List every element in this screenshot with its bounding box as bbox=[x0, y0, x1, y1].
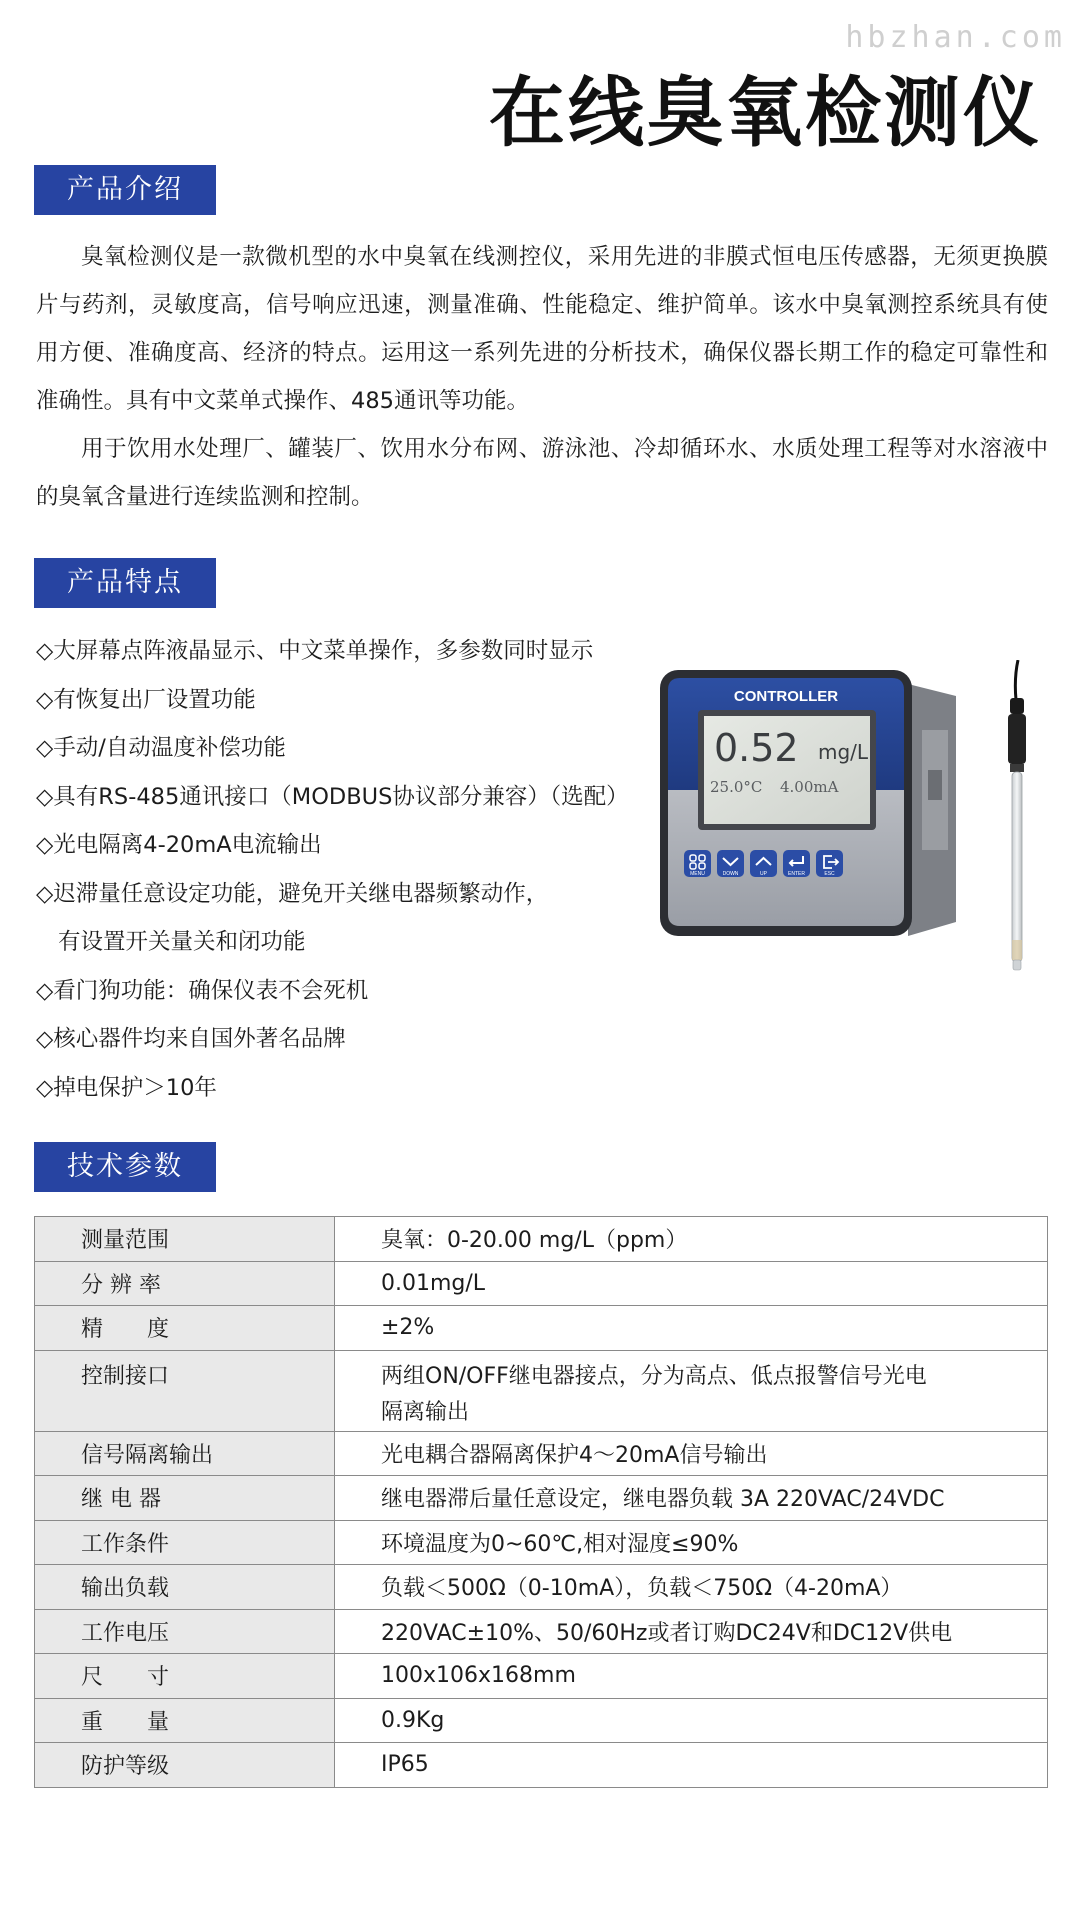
section-title-params: 技术参数 bbox=[34, 1142, 216, 1192]
feature-item: ◇掉电保护＞10年 bbox=[36, 1074, 217, 1101]
spec-value-line: 两组ON/OFF继电器接点，分为高点、低点报警信号光电 bbox=[381, 1363, 927, 1389]
controller-header-label: CONTROLLER bbox=[733, 688, 839, 705]
spec-value: 100x106x168mm bbox=[335, 1654, 1048, 1699]
table-row bbox=[35, 1476, 1048, 1521]
table-row bbox=[35, 1565, 1048, 1610]
table-row bbox=[35, 1350, 1048, 1431]
lcd-reading: 0.52 bbox=[714, 726, 799, 770]
spec-table bbox=[34, 1216, 1048, 1788]
feature-item: ◇迟滞量任意设定功能，避免开关继电器频繁动作， bbox=[36, 880, 549, 907]
table-row bbox=[35, 1431, 1048, 1476]
feature-item: ◇看门狗功能：确保仪表不会死机 bbox=[36, 977, 369, 1004]
feature-item: ◇核心器件均来自国外著名品牌 bbox=[36, 1026, 346, 1052]
feature-item: ◇光电隔离4-20mA电流输出 bbox=[36, 832, 322, 858]
intro-paragraph: 用于饮用水处理厂、罐装厂、饮用水分布网、游泳池、冷却循环水、水质处理工程等对水溶液中的臭氧含量进行连续监测和控制。 bbox=[36, 436, 1048, 510]
spec-label: 分 辨 率 bbox=[35, 1261, 335, 1306]
table-row bbox=[35, 1306, 1048, 1351]
feature-item: ◇有恢复出厂设置功能 bbox=[36, 686, 256, 713]
feature-item: ◇大屏幕点阵液晶显示、中文菜单操作，多参数同时显示 bbox=[36, 638, 594, 664]
spec-value: ±2% bbox=[335, 1306, 1048, 1351]
spec-value: 220VAC±10%、50/60Hz或者订购DC24V和DC12V供电 bbox=[335, 1609, 1048, 1654]
spec-label: 继 电 器 bbox=[35, 1476, 335, 1521]
esc-button[interactable] bbox=[816, 850, 843, 877]
enter-button[interactable] bbox=[783, 850, 810, 877]
spec-label: 防护等级 bbox=[35, 1743, 335, 1788]
enter-button-label: ENTER bbox=[788, 871, 805, 877]
spec-value: 继电器滞后量任意设定，继电器负载 3A 220VAC/24VDC bbox=[335, 1476, 1048, 1521]
intro-paragraph: 臭氧检测仪是一款微机型的水中臭氧在线测控仪，采用先进的非膜式恒电压传感器，无须更换膜片与药剂，灵敏度高，信号响应迅速，测量准确、性能稳定、维护简单。该水中臭氧测控系统具有使用方便、准确度高、经济的特点。运用这一系列先进的分析技术，确保仪器长期工作的稳定可靠性和准确性。具有中文菜单式操作、485通讯等功能。 bbox=[36, 244, 1048, 414]
spec-label: 输出负载 bbox=[35, 1565, 335, 1610]
lcd-unit: mg/L bbox=[818, 740, 869, 764]
table-row bbox=[35, 1654, 1048, 1699]
page-title: 在线臭氧检测仪 bbox=[489, 68, 1042, 157]
table-row bbox=[35, 1217, 1048, 1262]
spec-value: IP65 bbox=[335, 1743, 1048, 1788]
controller-side-housing bbox=[908, 684, 956, 936]
down-button-label: DOWN bbox=[722, 871, 739, 877]
up-button-label: UP bbox=[760, 871, 767, 877]
spec-value: 负载＜500Ω（0-10mA），负载＜750Ω（4-20mA） bbox=[335, 1565, 1048, 1610]
spec-value: 臭氧：0-20.00 mg/L（ppm） bbox=[335, 1217, 1048, 1262]
section-title-features: 产品特点 bbox=[34, 558, 216, 608]
spec-value: 0.01mg/L bbox=[335, 1261, 1048, 1306]
down-button[interactable] bbox=[717, 850, 744, 877]
table-row bbox=[35, 1609, 1048, 1654]
esc-button-label: ESC bbox=[824, 871, 835, 877]
spec-value: 0.9Kg bbox=[335, 1698, 1048, 1743]
table-row bbox=[35, 1698, 1048, 1743]
spec-value-line: 隔离输出 bbox=[381, 1399, 470, 1425]
spec-value: 环境温度为0~60℃,相对湿度≤90% bbox=[335, 1520, 1048, 1565]
table-row bbox=[35, 1520, 1048, 1565]
up-button[interactable] bbox=[750, 850, 777, 877]
section-title-intro: 产品介绍 bbox=[34, 165, 216, 215]
spec-label: 工作条件 bbox=[35, 1520, 335, 1565]
lcd-current: 4.00mA bbox=[780, 778, 839, 796]
intro-text bbox=[36, 233, 1048, 521]
ozone-sensor-probe bbox=[1008, 660, 1026, 970]
watermark: hbzhan.com bbox=[845, 20, 1066, 55]
spec-value bbox=[335, 1350, 1048, 1431]
spec-label: 工作电压 bbox=[35, 1609, 335, 1654]
spec-label: 控制接口 bbox=[35, 1350, 335, 1431]
feature-item: ◇手动/自动温度补偿功能 bbox=[36, 735, 286, 761]
feature-item-continued: 有设置开关量关和闭功能 bbox=[58, 929, 306, 955]
spec-label: 信号隔离输出 bbox=[35, 1431, 335, 1476]
table-row bbox=[35, 1261, 1048, 1306]
menu-button-label: MENU bbox=[690, 871, 705, 877]
lcd-temperature: 25.0°C bbox=[710, 778, 763, 796]
menu-button[interactable] bbox=[684, 850, 711, 877]
spec-value: 光电耦合器隔离保护4～20mA信号输出 bbox=[335, 1431, 1048, 1476]
feature-list bbox=[36, 627, 629, 1112]
spec-label: 尺 寸 bbox=[35, 1654, 335, 1699]
spec-label: 测量范围 bbox=[35, 1217, 335, 1262]
feature-item: ◇具有RS-485通讯接口（MODBUS协议部分兼容）（选配） bbox=[36, 783, 629, 810]
spec-label: 精 度 bbox=[35, 1306, 335, 1351]
table-row bbox=[35, 1743, 1048, 1788]
ozone-controller-image bbox=[660, 660, 1070, 980]
spec-label: 重 量 bbox=[35, 1698, 335, 1743]
